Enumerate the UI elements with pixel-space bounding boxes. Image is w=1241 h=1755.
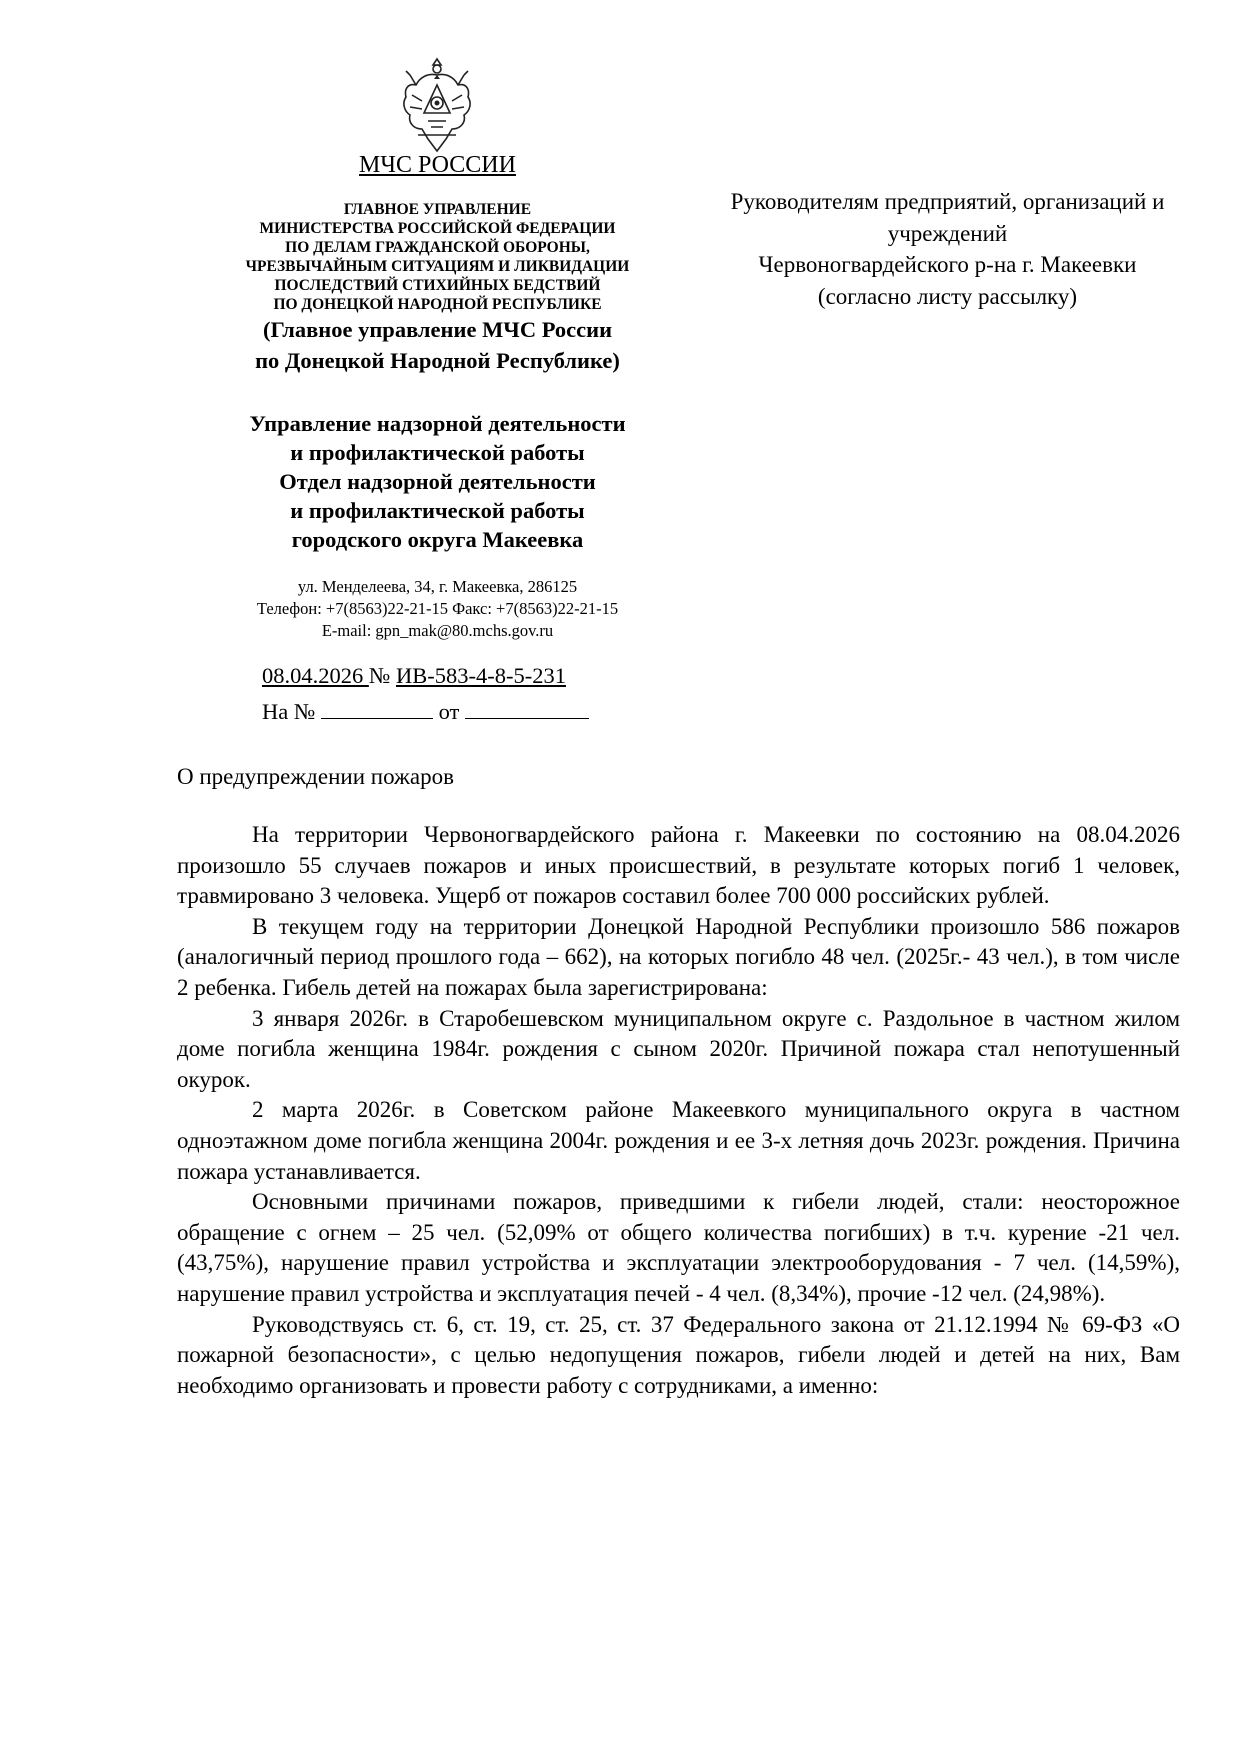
paragraph: 2 марта 2026г. в Советском районе Макеевкого муниципального округа в частном одноэтажном доме погибла женщина 2004г. рождения и ее 3-х летняя дочь 2023г. рождения. Причина пожара устанавливается. <box>177 1097 1180 1184</box>
addressee-line: учреждений <box>887 220 1008 246</box>
paragraph: На территории Червоногвардейского района г. Макеевки по состоянию на 08.04.2026 произошло 55 случаев пожаров и иных происшествий, в результате которых погиб 1 человек, травмировано 3 человека. Ущерб от пожаров составил более 700 000 российских рублей. <box>177 822 1180 909</box>
org-short-line: (Главное управление МЧС России <box>262 317 613 342</box>
letter-body <box>177 820 1180 1401</box>
org-line: ГЛАВНОЕ УПРАВЛЕНИЕ <box>343 201 532 218</box>
org-short-line: по Донецкой Народной Республике) <box>255 348 620 373</box>
org-line: ПО ДОНЕЦКОЙ НАРОДНОЙ РЕСПУБЛИКЕ <box>273 296 602 313</box>
org-line: МИНИСТЕРСТВА РОССИЙСКОЙ ФЕДЕРАЦИИ <box>259 220 616 237</box>
letterhead <box>180 200 695 376</box>
addressee-block <box>700 186 1195 312</box>
subject-line: О предупреждении пожаров <box>177 764 454 789</box>
doc-date: 08.04.2026 <box>262 663 369 688</box>
contact-block <box>180 576 695 642</box>
dept-line: Управление надзорной деятельности <box>249 411 626 436</box>
reference-line <box>262 698 589 726</box>
org-line: ЧРЕЗВЫЧАЙНЫМ СИТУАЦИЯМ И ЛИКВИДАЦИИ <box>245 258 630 275</box>
dept-line: Отдел надзорной деятельности <box>279 469 596 494</box>
paragraph: Руководствуясь ст. 6, ст. 19, ст. 25, ст. 37 Федерального закона от 21.12.1994 № 69-ФЗ «О пожарной безопасности», с целью недопущения пожаров, гибели людей и детей на них, Вам необходимо организовать и провести работу с сотрудниками, а именно: <box>177 1311 1180 1398</box>
ministry-name: МЧС РОССИИ <box>359 152 516 178</box>
number-sign: № <box>368 663 391 688</box>
dept-line: и профилактической работы <box>290 440 585 465</box>
ref-date-blank <box>465 700 589 719</box>
mchs-emblem-icon <box>398 55 476 155</box>
ref-from-label: от <box>438 699 460 724</box>
paragraph: В текущем году на территории Донецкой Народной Республики произошло 586 пожаров (аналогичный период прошлого года – 662), на которых погибло 48 чел. (2025г.- 43 чел.), в том числе 2 ребенка. Гибель детей на пожарах была зарегистрирована: <box>177 913 1180 1000</box>
paragraph: Основными причинами пожаров, приведшими к гибели людей, стали: неосторожное обращение с огнем – 25 чел. (52,09% от общего количества погибших) в т.ч. курение -21 чел. (43,75%), нарушение правил устройства и эксплуатации электрооборудования - 7 чел. (14,59%), нарушение правил устройства и эксплуатация печей - 4 чел. (8,34%), прочие -12 чел. (24,98%). <box>177 1189 1180 1306</box>
paragraph: 3 января 2026г. в Старобешевском муниципальном округе с. Раздольное в частном жилом доме погибла женщина 1984г. рождения с сыном 2020г. Причиной пожара стал непотушенный окурок. <box>177 1005 1180 1092</box>
phone: Телефон: +7(8563)22-21-15 Факс: +7(8563)22-21-15 <box>256 599 619 618</box>
dept-line: и профилактической работы <box>290 498 585 523</box>
email: E-mail: gpn_mak@80.mchs.gov.ru <box>321 621 554 640</box>
org-line: ПОСЛЕДСТВИЙ СТИХИЙНЫХ БЕДСТВИЙ <box>274 277 601 294</box>
org-line: ПО ДЕЛАМ ГРАЖДАНСКОЙ ОБОРОНЫ, <box>285 239 590 256</box>
dept-line: городского округа Макеевка <box>291 527 584 552</box>
doc-number: ИВ-583-4-8-5-231 <box>395 663 566 688</box>
department-block <box>180 409 695 554</box>
ref-label: На № <box>262 699 316 724</box>
addressee-line: Руководителям предприятий, организаций и <box>730 189 1165 214</box>
address: ул. Менделеева, 34, г. Макеевка, 286125 <box>297 577 578 596</box>
ref-number-blank <box>321 700 433 719</box>
registration-line <box>262 662 566 690</box>
addressee-line: (согласно листу рассылку) <box>817 283 1078 309</box>
addressee-line: Червоногвардейского р-на г. Макеевки <box>758 252 1137 277</box>
